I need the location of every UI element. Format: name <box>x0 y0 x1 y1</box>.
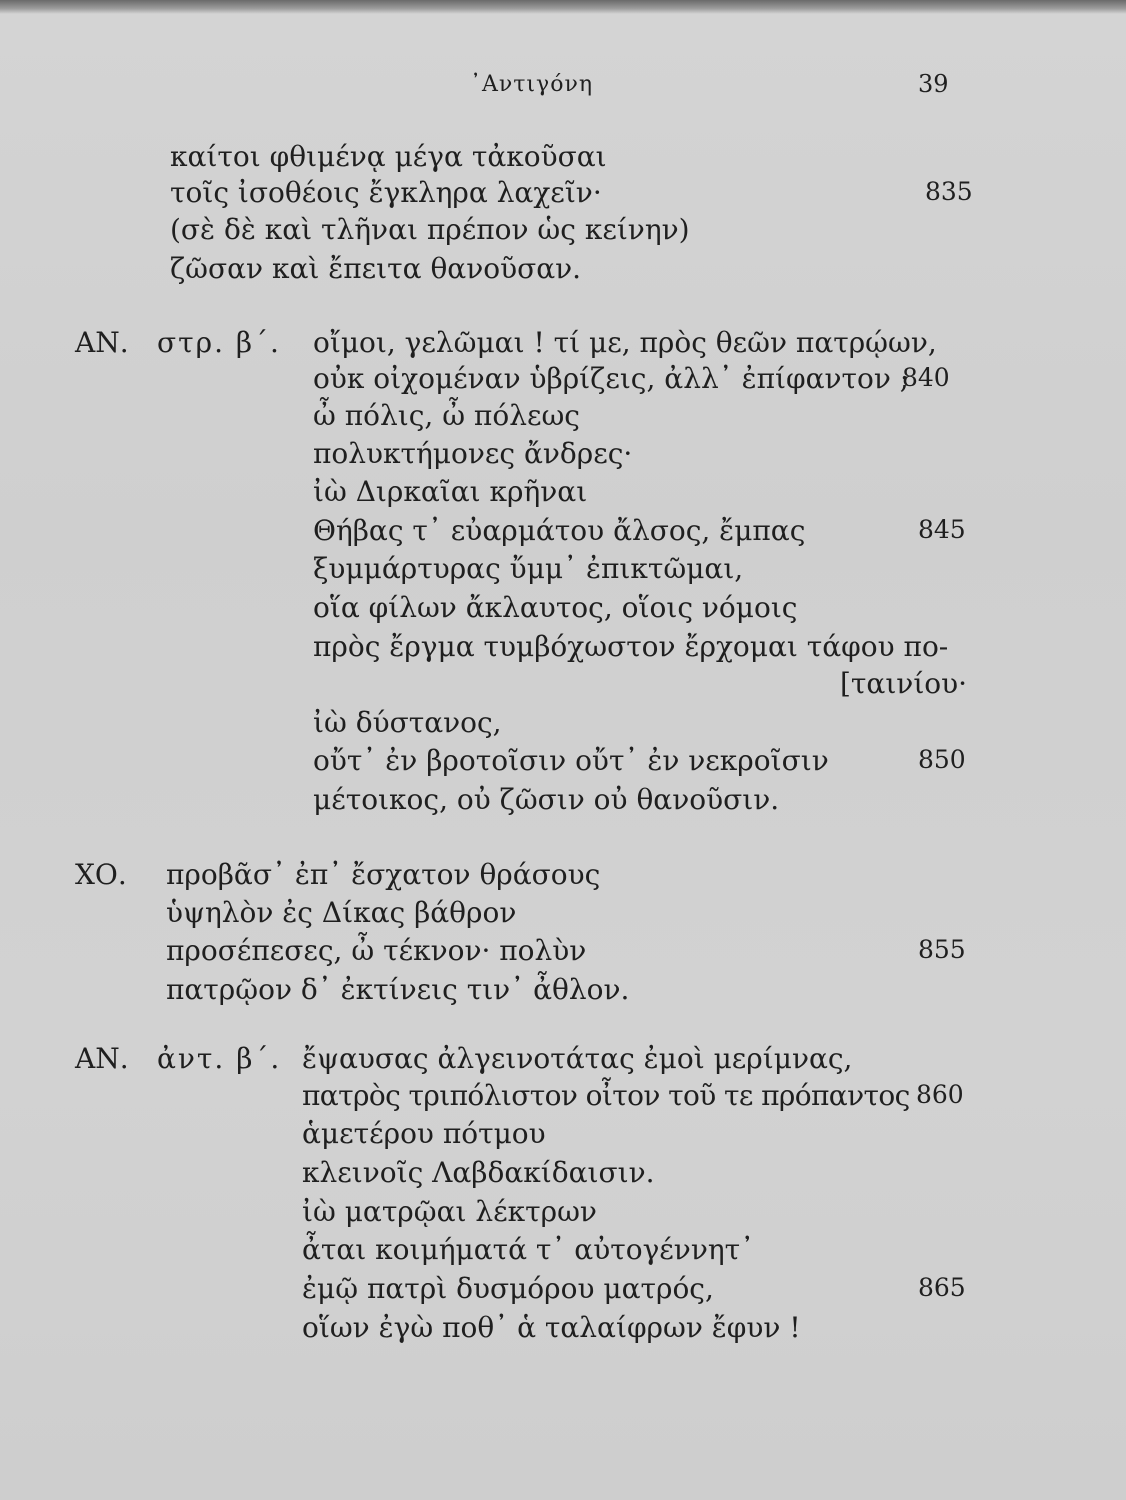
verse-line: οὐκ οἰχομέναν ὑβρίζεις, ἀλλ᾿ ἐπίφαντον ; <box>313 362 910 395</box>
verse-line: ζῶσαν καὶ ἔπειτα θανοῦσαν. <box>170 252 582 285</box>
verse-line: ἆται κοιμήματά τ᾿ αὐτογέννητ᾿ <box>302 1233 755 1266</box>
speaker-label: ΑΝ. <box>75 326 129 359</box>
verse-line: πρὸς ἔργμα τυμβόχωστον ἔρχομαι τάφου πο- <box>313 630 949 663</box>
verse-line: ὑψηλὸν ἐς Δίκας βάθρον <box>166 896 517 929</box>
verse-line: κλεινοῖς Λαβδακίδαισιν. <box>302 1156 655 1189</box>
verse-line: ἰὼ Διρκαῖαι κρῆναι <box>313 475 588 508</box>
running-header-title: ᾿Αντιγόνη <box>470 72 594 97</box>
verse-line: τοῖς ἰσοθέοις ἔγκληρα λαχεῖν· <box>170 176 602 209</box>
verse-line: προβᾶσ᾿ ἐπ᾿ ἔσχατον θράσους <box>166 858 601 891</box>
speaker-label: ΑΝ. <box>75 1042 129 1075</box>
verse-line: ἰὼ ματρῷαι λέκτρων <box>302 1195 597 1228</box>
verse-line: ὦ πόλις, ὦ πόλεως <box>313 399 580 432</box>
verse-line: ἔψαυσας ἀλγεινοτάτας ἐμοὶ μερίμνας, <box>302 1042 853 1075</box>
verse-line: πατρῷον δ᾿ ἐκτίνεις τιν᾿ ἆθλον. <box>166 973 630 1006</box>
line-number: 850 <box>918 745 966 774</box>
verse-line: μέτοικος, οὐ ζῶσιν οὐ θανοῦσιν. <box>313 783 780 816</box>
verse-line: ξυμμάρτυρας ὔμμ᾿ ἐπικτῶμαι, <box>313 552 744 585</box>
verse-line: Θήβας τ᾿ εὐαρμάτου ἄλσος, ἔμπας <box>313 514 806 547</box>
line-number: 855 <box>918 935 966 964</box>
scan-top-edge <box>0 0 1126 14</box>
verse-line: πατρὸς τριπόλιστον οἶτον τοῦ τε πρόπαντος <box>302 1079 910 1112</box>
line-number: 845 <box>918 515 966 544</box>
verse-line: οἵων ἐγὼ ποθ᾿ ἁ ταλαίφρων ἔφυν ! <box>302 1311 801 1344</box>
strophe-label: στρ. β΄. <box>157 326 281 359</box>
line-number: 860 <box>916 1080 964 1109</box>
verse-line: προσέπεσες, ὦ τέκνον· πολὺν <box>166 934 587 967</box>
verse-line: (σὲ δὲ καὶ τλῆναι πρέπον ὡς κείνην) <box>170 213 690 246</box>
verse-line: [ταινίου· <box>840 667 968 700</box>
line-number: 840 <box>902 363 950 392</box>
verse-line: καίτοι φθιμένᾳ μέγα τἀκοῦσαι <box>170 140 607 173</box>
speaker-label: ΧΟ. <box>75 858 127 891</box>
line-number: 835 <box>925 177 973 206</box>
verse-line: οὔτ᾿ ἐν βροτοῖσιν οὔτ᾿ ἐν νεκροῖσιν <box>313 744 829 777</box>
antistrophe-label: ἀντ. β΄. <box>157 1042 282 1075</box>
page-number: 39 <box>918 70 949 98</box>
verse-line: οἵα φίλων ἄκλαυτος, οἵοις νόμοις <box>313 591 798 624</box>
verse-line: ἐμῷ πατρὶ δυσμόρου ματρός, <box>302 1272 714 1305</box>
line-number: 865 <box>918 1273 966 1302</box>
verse-line: οἴμοι, γελῶμαι ! τί με, πρὸς θεῶν πατρῴων, <box>313 326 937 359</box>
verse-line: πολυκτήμονες ἄνδρες· <box>313 437 633 470</box>
verse-line: ἁμετέρου πότμου <box>302 1117 546 1150</box>
verse-line: ἰὼ δύστανος, <box>313 706 502 739</box>
